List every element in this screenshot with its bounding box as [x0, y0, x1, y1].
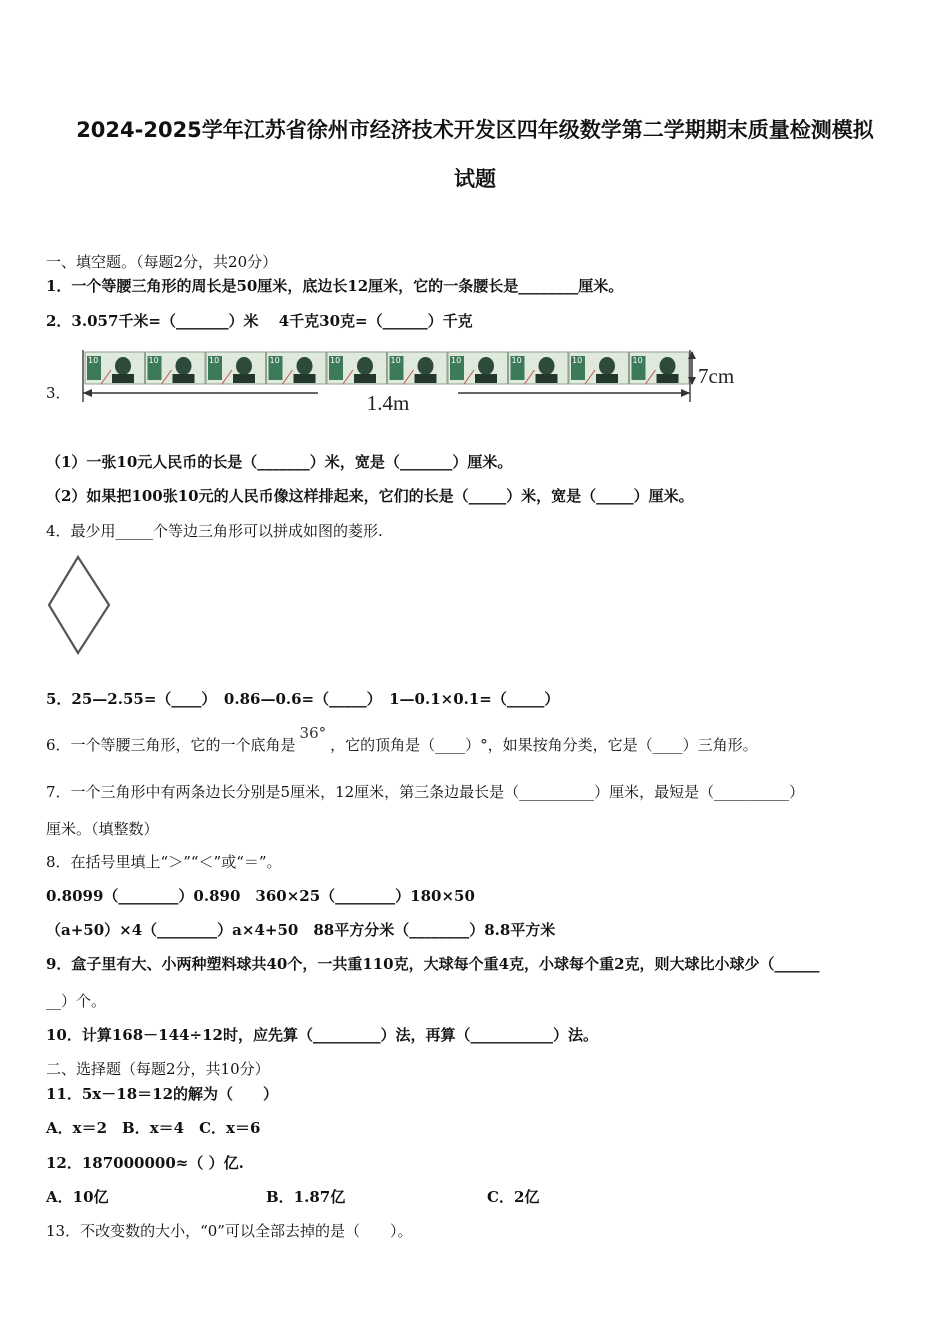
title-line-2: 试题 — [454, 167, 496, 191]
rhombus-shape — [49, 557, 109, 653]
banknote — [327, 352, 387, 384]
question-11-stem: 11．5x－18＝12的解为（ ） — [46, 1085, 279, 1103]
arrow-head-right-icon — [681, 389, 690, 397]
question-3-part-2: （2）如果把100张10元的人民币像这样排起来，它们的长是（_____）米，宽是（_____）厘米。 — [46, 487, 694, 505]
question-12-option-c: C．2亿 — [487, 1188, 540, 1206]
banknote-value: 10 — [632, 356, 643, 365]
question-3-number: 3． — [46, 384, 71, 402]
question-12-option-a: A．10亿 — [46, 1188, 109, 1206]
banknote — [448, 352, 508, 384]
banknote — [630, 352, 690, 384]
question-13: 13．不改变数的大小，“0”可以全部去掉的是（ ）。 — [46, 1222, 413, 1240]
banknote-value: 10 — [148, 356, 159, 365]
banknote — [267, 352, 327, 384]
question-8-line-3: （a+50）×4（________）a×4+50 88平方分米（________）8.8平方米 — [46, 921, 556, 939]
question-8-line-1: 8．在括号里填上“＞”“＜”或“＝”。 — [46, 853, 282, 871]
banknote-value: 10 — [511, 356, 522, 365]
banknote — [146, 352, 206, 384]
banknote — [85, 352, 145, 384]
banknote — [509, 352, 569, 384]
banknote-value: 10 — [269, 356, 280, 365]
banknote — [206, 352, 266, 384]
banknote-value: 10 — [390, 356, 401, 365]
length-label: 1.4m — [366, 391, 410, 415]
question-12-stem: 12．187000000≈（ ）亿. — [46, 1154, 244, 1172]
banknote-row — [85, 352, 689, 384]
banknote — [388, 352, 448, 384]
question-7-line-2: 厘米。（填整数） — [46, 820, 159, 838]
question-6: 6．一个等腰三角形，它的一个底角是36°，它的顶角是（____）°，如果按角分类，它是（____）三角形。 — [46, 724, 758, 754]
height-label: 7cm — [698, 364, 735, 388]
question-8-line-2: 0.8099（________）0.890 360×25（________）180×50 — [46, 887, 475, 905]
arrow-head-left-icon — [83, 389, 92, 397]
banknote — [569, 352, 629, 384]
question-4: 4．最少用_____个等边三角形可以拼成如图的菱形. — [46, 522, 383, 540]
section-2-heading: 二、选择题（每题2分，共10分） — [46, 1060, 270, 1078]
angle-36-degrees: 36° — [299, 724, 327, 742]
banknote-value: 10 — [330, 356, 341, 365]
question-2: 2．3.057千米=（_______）米 4千克30克=（______）千克 — [46, 312, 473, 330]
question-11-options: A．x＝2 B．x＝4 C．x＝6 — [46, 1119, 261, 1137]
question-9-line-1: 9．盒子里有大、小两种塑料球共40个，一共重110克，大球每个重4克，小球每个重2克，则大球比小球少（______ — [46, 955, 820, 973]
question-7-line-1: 7．一个三角形中有两条边长分别是5厘米，12厘米，第三条边最长是（__________）厘米，最短是（__________） — [46, 783, 805, 801]
question-5: 5．25—2.55=（____） 0.86—0.6=（_____） 1—0.1×0.1=（_____） — [46, 690, 560, 708]
question-10: 10．计算168－144÷12时，应先算（_________）法，再算（___________）法。 — [46, 1026, 598, 1044]
question-1: 1．一个等腰三角形的周长是50厘米，底边长12厘米，它的一条腰长是________厘米。 — [46, 277, 624, 295]
banknote-value: 10 — [451, 356, 462, 365]
question-9-line-2: __）个。 — [46, 992, 107, 1010]
question-3-part-1: （1）一张10元人民币的长是（_______）米，宽是（_______）厘米。 — [46, 453, 513, 471]
banknote-value: 10 — [572, 356, 583, 365]
banknote-row-figure — [78, 346, 758, 418]
question-12-option-b: B．1.87亿 — [266, 1188, 346, 1206]
rhombus-figure — [46, 554, 114, 658]
banknote-value: 10 — [209, 356, 220, 365]
section-1-heading: 一、填空题。（每题2分，共20分） — [46, 253, 278, 271]
banknote-value: 10 — [88, 356, 99, 365]
title-line-1: 2024-2025学年江苏省徐州市经济技术开发区四年级数学第二学期期末质量检测模拟 — [76, 118, 874, 142]
